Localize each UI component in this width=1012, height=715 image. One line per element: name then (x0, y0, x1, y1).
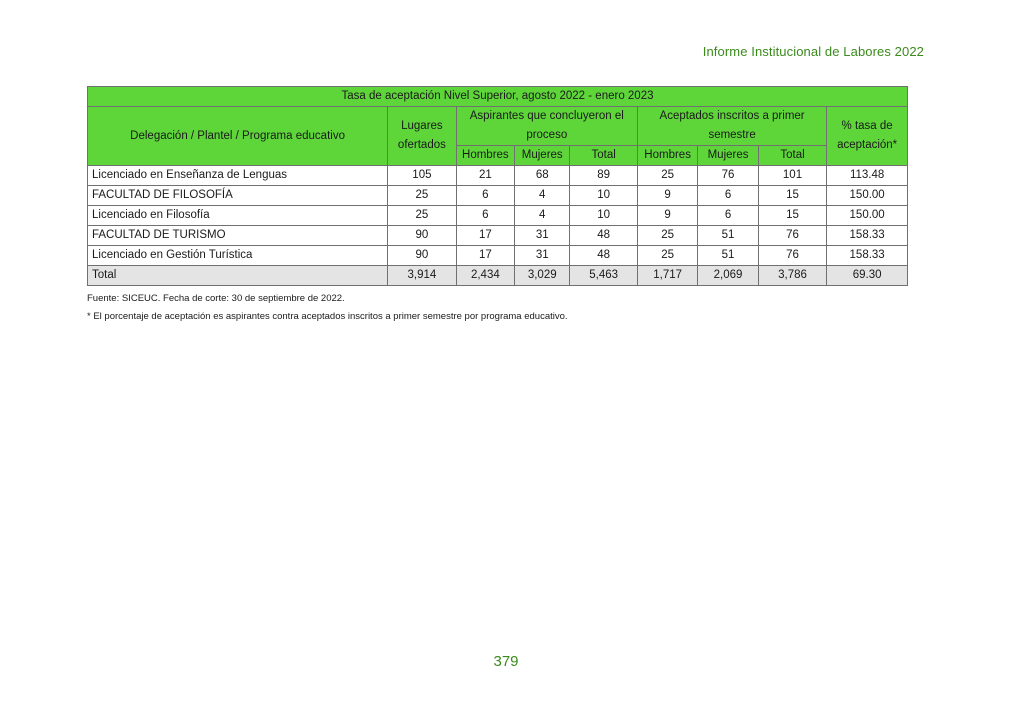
cell-program: FACULTAD DE FILOSOFÍA (88, 186, 388, 206)
cell-total-aceptados-hombres: 1,717 (637, 266, 697, 286)
cell-total-aceptados-total: 3,786 (758, 266, 826, 286)
cell-aceptados-total: 76 (758, 246, 826, 266)
source-footnote: Fuente: SICEUC. Fecha de corte: 30 de septiembre de 2022. (87, 293, 345, 304)
cell-total-aspirantes-total: 5,463 (570, 266, 637, 286)
cell-total-aspirantes-hombres: 2,434 (456, 266, 514, 286)
cell-aspirantes-hombres: 17 (456, 226, 514, 246)
cell-total-lugares: 3,914 (388, 266, 456, 286)
cell-aspirantes-total: 48 (570, 226, 637, 246)
acceptance-rate-table (87, 86, 908, 286)
cell-aceptados-mujeres: 6 (698, 186, 758, 206)
header-aspirantes-mujeres: Mujeres (515, 146, 570, 166)
cell-aspirantes-total: 48 (570, 246, 637, 266)
cell-tasa: 158.33 (827, 226, 908, 246)
cell-aceptados-mujeres: 51 (698, 226, 758, 246)
table-row (88, 186, 908, 206)
cell-aceptados-total: 76 (758, 226, 826, 246)
table-total-row (88, 266, 908, 286)
cell-lugares: 25 (388, 186, 456, 206)
page-number: 379 (493, 653, 519, 670)
cell-aspirantes-total: 10 (570, 206, 637, 226)
header-aspirantes-hombres: Hombres (456, 146, 514, 166)
cell-aceptados-hombres: 25 (637, 246, 697, 266)
cell-program: Licenciado en Gestión Turística (88, 246, 388, 266)
cell-aceptados-hombres: 25 (637, 166, 697, 186)
cell-aspirantes-mujeres: 4 (515, 186, 570, 206)
cell-tasa: 150.00 (827, 186, 908, 206)
cell-aspirantes-hombres: 17 (456, 246, 514, 266)
cell-aceptados-hombres: 9 (637, 186, 697, 206)
cell-aceptados-hombres: 25 (637, 226, 697, 246)
header-aspirantes-total: Total (570, 146, 637, 166)
table-row (88, 246, 908, 266)
cell-aceptados-mujeres: 51 (698, 246, 758, 266)
cell-aceptados-total: 15 (758, 186, 826, 206)
cell-tasa: 113.48 (827, 166, 908, 186)
table-caption: Tasa de aceptación Nivel Superior, agosto 2022 - enero 2023 (88, 87, 908, 107)
cell-aspirantes-total: 89 (570, 166, 637, 186)
cell-aspirantes-hombres: 6 (456, 206, 514, 226)
cell-total-aceptados-mujeres: 2,069 (698, 266, 758, 286)
cell-tasa: 158.33 (827, 246, 908, 266)
report-title: Informe Institucional de Labores 2022 (702, 44, 924, 59)
cell-lugares: 90 (388, 226, 456, 246)
header-aceptados-total: Total (758, 146, 826, 166)
cell-lugares: 90 (388, 246, 456, 266)
cell-aspirantes-mujeres: 31 (515, 246, 570, 266)
cell-aceptados-mujeres: 6 (698, 206, 758, 226)
cell-lugares: 105 (388, 166, 456, 186)
cell-aspirantes-mujeres: 4 (515, 206, 570, 226)
cell-lugares: 25 (388, 206, 456, 226)
cell-aspirantes-hombres: 6 (456, 186, 514, 206)
cell-total-tasa: 69.30 (827, 266, 908, 286)
header-aceptados-mujeres: Mujeres (698, 146, 758, 166)
cell-aspirantes-total: 10 (570, 186, 637, 206)
cell-aceptados-total: 15 (758, 206, 826, 226)
cell-program: Licenciado en Filosofía (88, 206, 388, 226)
cell-aceptados-mujeres: 76 (698, 166, 758, 186)
cell-aceptados-total: 101 (758, 166, 826, 186)
header-aspirantes: Aspirantes que concluyeron el proceso (456, 107, 637, 146)
table-row (88, 226, 908, 246)
header-aceptados-hombres: Hombres (637, 146, 697, 166)
cell-program: Licenciado en Enseñanza de Lenguas (88, 166, 388, 186)
table-row (88, 206, 908, 226)
cell-aspirantes-mujeres: 31 (515, 226, 570, 246)
cell-total-label: Total (88, 266, 388, 286)
header-tasa-aceptacion: % tasa de aceptación* (827, 107, 908, 166)
header-lugares-ofertados: Lugares ofertados (388, 107, 456, 166)
cell-aspirantes-mujeres: 68 (515, 166, 570, 186)
acceptance-footnote: * El porcentaje de aceptación es aspirantes contra aceptados inscritos a primer semestre por programa educativo. (87, 311, 568, 322)
table-row (88, 166, 908, 186)
header-program: Delegación / Plantel / Programa educativo (88, 107, 388, 166)
header-aceptados: Aceptados inscritos a primer semestre (637, 107, 826, 146)
cell-total-aspirantes-mujeres: 3,029 (515, 266, 570, 286)
cell-aspirantes-hombres: 21 (456, 166, 514, 186)
cell-aceptados-hombres: 9 (637, 206, 697, 226)
cell-program: FACULTAD DE TURISMO (88, 226, 388, 246)
cell-tasa: 150.00 (827, 206, 908, 226)
